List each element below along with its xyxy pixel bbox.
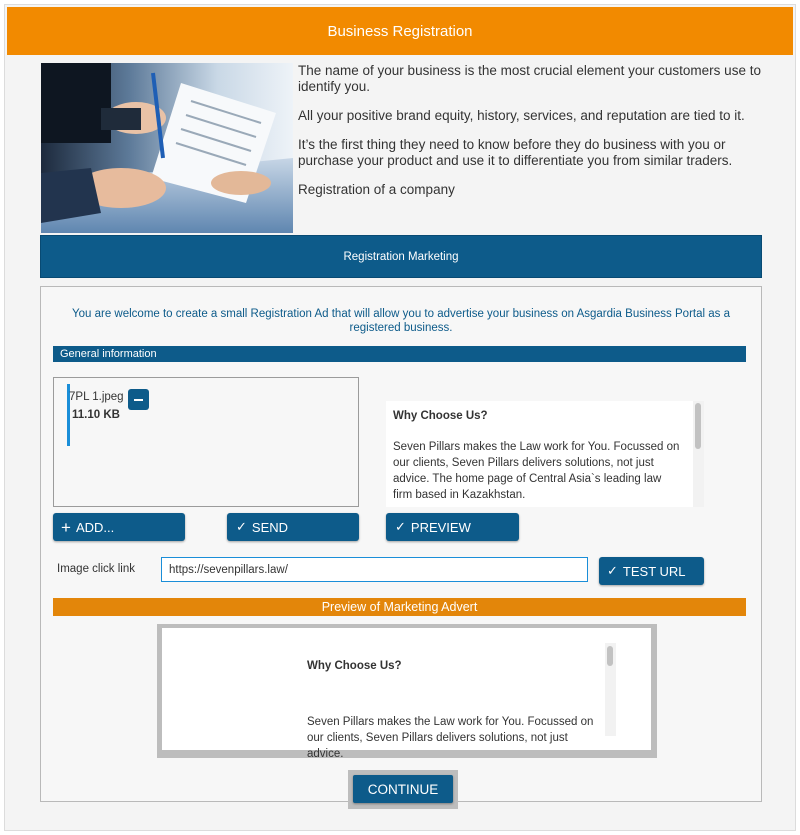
test-url-button[interactable] <box>599 557 704 585</box>
preview-body: Seven Pillars makes the Law work for You. Focussed on our clients, Seven Pillars delivers solutions, not just advice. <box>307 716 594 760</box>
registration-marketing-label: Registration Marketing <box>343 250 459 263</box>
add-button-label: ADD... <box>75 519 115 535</box>
test-url-button-label: TEST URL <box>622 563 686 579</box>
general-information-header: General information <box>53 346 746 362</box>
advert-preview[interactable] <box>162 628 651 760</box>
registration-marketing-bar <box>40 235 762 278</box>
check-icon: ✓ <box>236 519 247 534</box>
page-header <box>7 7 793 55</box>
intro-paragraph: The name of your business is the most crucial element your customers use to identify you. <box>298 63 761 94</box>
preview-scrollbar[interactable] <box>605 643 616 736</box>
image-click-link-label: Image click link <box>57 563 135 575</box>
send-button-label: SEND <box>251 519 289 535</box>
preview-button-label: PREVIEW <box>410 519 471 535</box>
advert-scrollbar-thumb[interactable] <box>695 403 701 449</box>
plus-icon: + <box>61 517 71 537</box>
add-file-button[interactable] <box>53 513 185 541</box>
file-upload-box[interactable] <box>53 377 359 507</box>
remove-file-button[interactable] <box>128 389 149 410</box>
welcome-message: You are welcome to create a small Registration Ad that will allow you to advertise your business on Asgardia Business Portal as a registered business. <box>72 308 730 334</box>
hero-image-business-documents <box>41 63 293 233</box>
file-name: 7PL 1.jpeg <box>69 391 124 403</box>
intro-paragraph: All your positive brand equity, history, services, and reputation are tied to it. <box>298 108 745 123</box>
preview-marketing-advert-header: Preview of Marketing Advert <box>53 598 746 616</box>
advert-title: Why Choose Us? <box>393 410 488 422</box>
check-icon: ✓ <box>395 519 406 534</box>
file-size: 11.10 KB <box>72 409 120 421</box>
preview-title: Why Choose Us? <box>307 660 402 672</box>
minus-icon <box>134 399 143 401</box>
send-button[interactable] <box>227 513 359 541</box>
registration-panel <box>40 286 762 802</box>
advert-text-box[interactable] <box>386 401 704 507</box>
advert-preview-frame <box>157 624 657 758</box>
advert-scrollbar[interactable] <box>693 401 704 507</box>
intro-paragraph: Registration of a company <box>298 182 455 197</box>
intro-paragraph: It’s the first thing they need to know before they do business with you or purchase your product and use it to differentiate you from similar traders. <box>298 137 733 168</box>
preview-scrollbar-thumb[interactable] <box>607 646 613 666</box>
intro-text <box>298 63 768 211</box>
continue-button-label: CONTINUE <box>367 781 439 797</box>
image-click-link-input[interactable] <box>161 557 588 582</box>
preview-button[interactable] <box>386 513 519 541</box>
continue-button-frame <box>348 770 458 809</box>
continue-button[interactable] <box>353 775 453 803</box>
page <box>4 4 796 831</box>
check-icon: ✓ <box>607 563 618 578</box>
page-title: Business Registration <box>327 22 473 40</box>
advert-body: Seven Pillars makes the Law work for You. Focussed on our clients, Seven Pillars delivers solutions, not just advice. The home page of Central Asia`s leading law firm based in Kazakhstan. <box>393 441 680 501</box>
